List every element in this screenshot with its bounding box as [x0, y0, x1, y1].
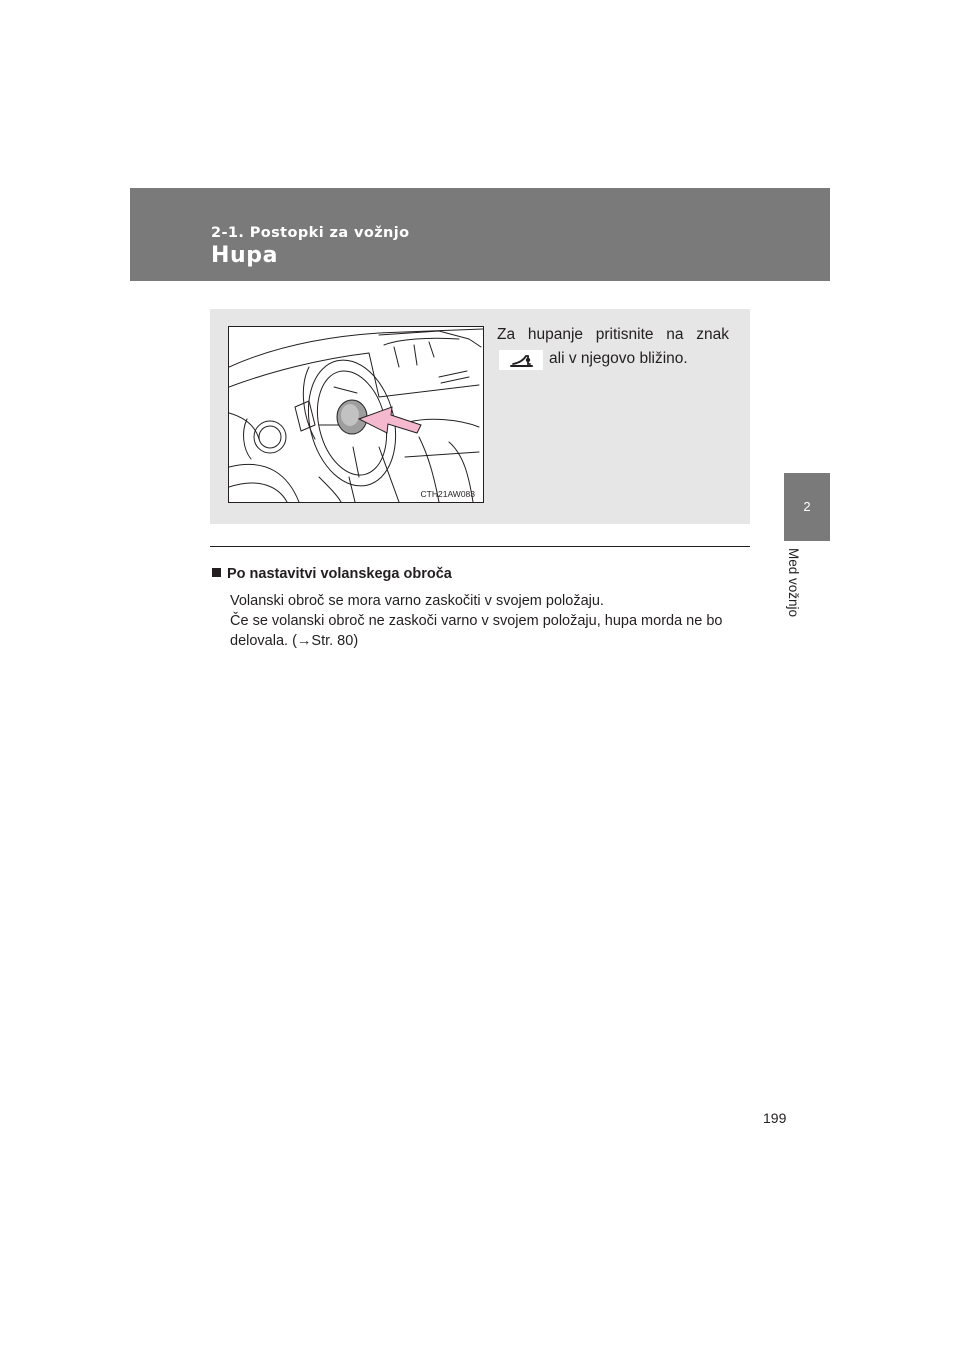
header-band — [130, 188, 830, 281]
note-line: Volanski obroč se mora varno zaskočiti v svojem položaju. — [230, 593, 604, 609]
chapter-label-container — [786, 548, 802, 638]
note-heading — [212, 566, 452, 582]
horn-icon — [499, 350, 543, 370]
chapter-tab[interactable] — [784, 473, 830, 541]
page-number: 199 — [763, 1110, 787, 1126]
section-number: 2-1. Postopki za vožnjo — [211, 225, 410, 241]
note-line: delovala. (→Str. 80) — [230, 633, 359, 649]
figure-caption-line2: ali v njegovo bližino. — [549, 350, 688, 367]
note-heading-text: Po nastavitvi volanskega obroča — [227, 566, 452, 582]
chapter-label: Med vožnjo — [786, 548, 801, 618]
square-bullet-icon — [212, 568, 221, 577]
chapter-number: 2 — [803, 499, 811, 514]
press-arrow — [359, 407, 421, 433]
section-divider — [210, 546, 750, 547]
page-title: Hupa — [211, 243, 279, 268]
note-body — [230, 591, 755, 651]
steering-wheel-illustration — [228, 326, 484, 503]
dashboard-drawing — [229, 327, 483, 502]
note-line: Če se volanski obroč ne zaskoči varno v svojem položaju, hupa morda ne bo — [230, 613, 723, 629]
figure-panel — [210, 309, 750, 524]
figure-caption-line1: Za hupanje pritisnite na znak — [497, 326, 729, 343]
figure-code: CTH21AW083 — [420, 489, 475, 499]
